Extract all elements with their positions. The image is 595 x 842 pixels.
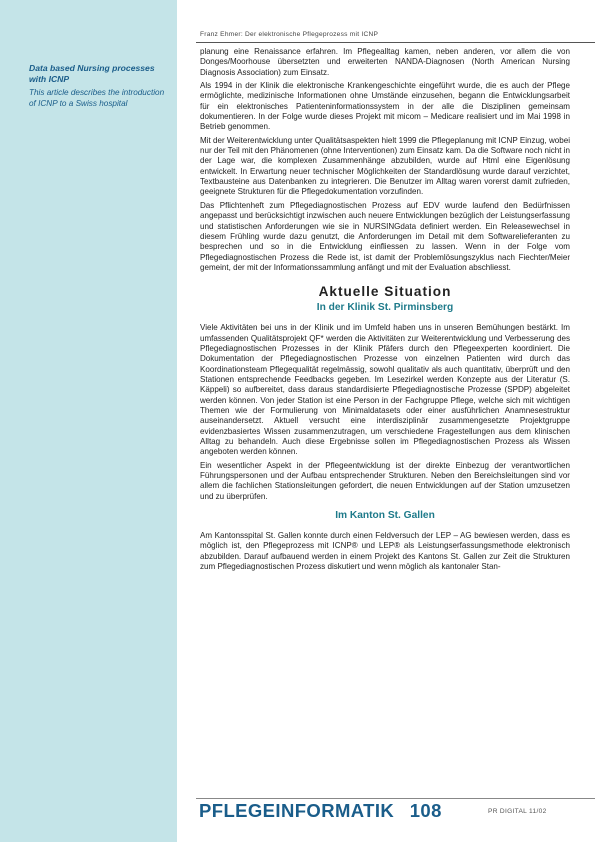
issue-reference: PR DIGITAL 11/02: [488, 808, 547, 815]
paragraph: Als 1994 in der Klinik die elektronische Krankengeschichte eingeführt wurde, die es auch der Pflege ermöglichte, medizinische Informationen ohne Umstände einzusehen, begann die Entwicklungsarbeit für ein elektronisches Patienteninformationssystem in der alle die Disziplinen gemeinsam dokumentieren. In der Folge wurde dieses Projekt mit micom – Medicare realisiert und im Mai 1998 in Betrieb genommen.: [200, 81, 570, 132]
paragraph: Viele Aktivitäten bei uns in der Klinik und im Umfeld haben uns in unseren Bemühungen bestärkt. Im umfassenden Qualitätsprojekt QF* werden die Aktivitäten zur Weiterentwicklung und Verbesserung des Pflegediagnostischen Prozesses in der Klinik Pfäfers durch den Pflegeexperten koordiniert. Die Dokumentation der Pflegediagnostischen Prozesse von einzelnen Patienten wird durch das Koordinationsteam Pflegequalität regelmässig, sowohl qualitativ als auch quantitativ, überprüft und den Stationen entsprechende Feedbacks gegeben. Im Lesezirkel werden Konzepte aus der Literatur (S. Käppeli) so aufbereitet, dass daraus standardisierte Pflegediagnostische Prozesse (SPDP) abgeleitet werden können. Von jeder Station ist eine Person in der Fachgruppe Pflege, welche sich mit wichtigen Themen wie der Formulierung von Minimaldatasets oder einer ausführlichen Anamnesestruktur auseinandersetzt. Aktuell versucht eine interdisziplinär zusammengesetzte Projektgruppe evidenzbasiertes Wissen zusammenzutragen, um verschiedene Fragestellungen aus dem klinischen Alltag zu behandeln. Auch diese Ergebnisse sollen im Pflegediagnostischen Prozess als Wissen angeboten werden können.: [200, 323, 570, 457]
abstract-title: Data based Nursing processes with ICNP: [29, 63, 155, 84]
paragraph: planung eine Renaissance erfahren. Im Pflegealltag kamen, neben anderen, vor allem die von Donges/Moorhouse übersetzten und erweiterten NANDA-Diagnosen (North American Nursing Diagnosis Association) zum Einsatz.: [200, 47, 570, 77]
header-divider: [196, 42, 595, 43]
paragraph: Das Pflichtenheft zum Pflegediagnostischen Prozess auf EDV wurde laufend den Bedürfnissen angepasst und berücksichtigt inzwischen auch neuere Entwicklungen bezüglich der Leistungserfassung und statistischen Anforderungen wie sie in NURSINGdata definiert werden. Ein Releasewechsel in diesem Frühling wurde dazu genutzt, die Anforderungen im Detail mit dem Softwarelieferanten zu besprechen und so in die Entwicklung einfliessen zu lassen. Wenn in der Folge vom Pflegediagnostischen Prozess die Rede ist, ist damit der Problemlösungszyklus nach Fiechter/Meier gemeint, der mit der Informationssammlung anfängt und mit der Evaluation abschliesst.: [200, 200, 570, 272]
paragraph: Ein wesentlicher Aspekt in der Pflegeentwicklung ist der direkte Einbezug der verantwortlichen Führungspersonen und der Aufbau entsprechender Strukturen. Neben den Bereichsleitungen sind vor allem die fachlichen Stationsleitungen gefordert, die neuen Entwicklungen auf der Station umzusetzen und zu überprüfen.: [200, 460, 570, 501]
sidebar-panel: [0, 0, 177, 842]
subheading-kanton: Im Kanton St. Gallen: [335, 510, 435, 522]
subheading-klinik: In der Klinik St. Pirminsberg: [316, 302, 454, 314]
page-number: 108: [409, 800, 442, 821]
english-abstract: [29, 63, 169, 109]
running-header: Franz Ehmer: Der elektronische Pflegeprozess mit ICNP: [200, 31, 379, 38]
paragraph: Mit der Weiterentwicklung unter Qualitätsaspekten hielt 1999 die Pflegeplanung mit ICNP Einzug, wobei nur der Teil mit den Phänomenen (ohne Interventionen) zum Einsatz kam. Da die Software noch nicht in der Lage war, die komplexen Zusammenhänge abzubilden, wurde auf Html eine Eigenlösung entwickelt. In Erwartung neuer technischer Möglichkeiten der Standardlösung wurde darauf verzichtet, Textbausteine aus Datenbanken zu integrieren. Die Benutzer im Alltag waren vorerst damit zufrieden, geeignete Strukturen für die Pflegedokumentation vorzufinden.: [200, 135, 570, 197]
article-body: [200, 47, 570, 575]
section-title: Aktuelle Situation: [318, 284, 452, 300]
paragraph: Am Kantonsspital St. Gallen konnte durch einen Feldversuch der LEP – AG bewiesen werden, dass es möglich ist, den Pflegeprozess mit ICNP® und LEP® als Leistungserfassungsmethode elektronisch abzubilden. Darauf aufbauend werden in einem Projekt des Kantons St. Gallen zur Zeit die Strukturen zum Pflegediagnostischen Prozess diskutiert und wenn möglich als kantonaler Stan-: [200, 531, 570, 572]
journal-name: PFLEGEINFORMATIK: [199, 800, 395, 821]
footer-divider: [196, 798, 595, 799]
footer-brand: [199, 800, 442, 822]
abstract-description: This article describes the introduction of ICNP to a Swiss hospital: [29, 88, 165, 108]
